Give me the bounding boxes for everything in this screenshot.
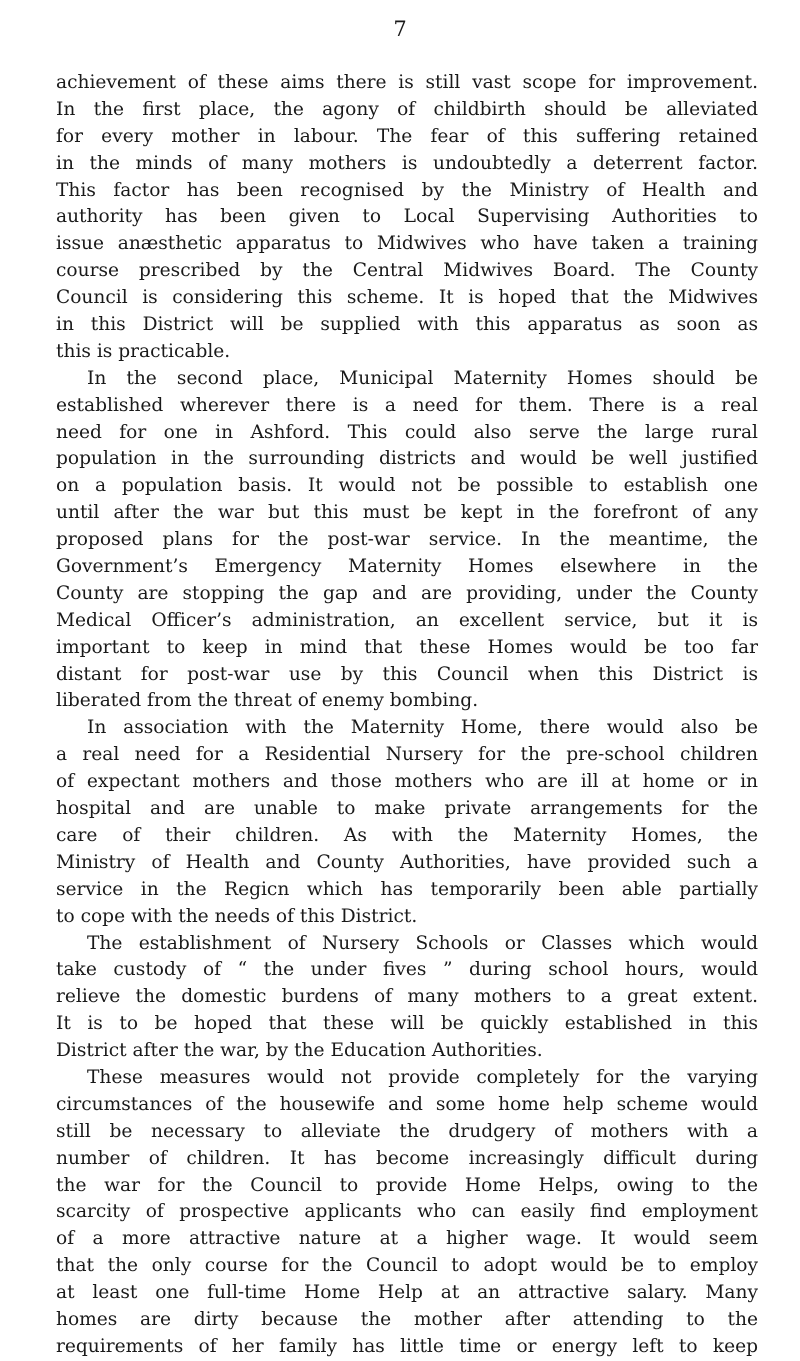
text-line: homes are dirty because the mother after attending to the [56, 1308, 758, 1330]
text-line: of expectant mothers and those mothers who are ill at home or in [56, 771, 758, 793]
paragraph [56, 1065, 758, 1361]
text-line: relieve the domestic burdens of many mothers to a great extent. [56, 986, 758, 1008]
paragraph [56, 70, 758, 366]
text-line: In association with the Maternity Home, there would also be [87, 717, 758, 739]
text-line: Ministry of Health and County Authorities, have provided such a [56, 851, 758, 873]
text-line: take custody of “ the under fives ” during school hours, would [56, 959, 758, 981]
text-line: hospital and are unable to make private arrangements for the [56, 798, 758, 820]
paragraph [56, 366, 758, 716]
body-text [56, 70, 758, 1361]
text-line: District after the war, by the Education Authorities. [56, 1040, 543, 1062]
text-line: in the minds of many mothers is undoubtedly a deterrent factor. [56, 152, 758, 174]
text-line: for every mother in labour. The fear of this suffering retained [56, 125, 758, 147]
page-number: 7 [393, 17, 407, 41]
text-line: It is to be hoped that these will be quickly established in this [56, 1013, 758, 1035]
text-line: at least one full-time Home Help at an attractive salary. Many [56, 1282, 758, 1304]
text-line: established wherever there is a need for them. There is a real [56, 394, 758, 416]
text-line: that the only course for the Council to adopt would be to employ [56, 1255, 758, 1277]
text-line: a real need for a Residential Nursery for the pre-school children [56, 744, 758, 766]
text-line: course prescribed by the Central Midwives Board. The County [56, 260, 758, 282]
text-line: authority has been given to Local Supervising Authorities to [56, 206, 758, 228]
text-line: These measures would not provide completely for the varying [87, 1066, 758, 1088]
paragraph [56, 931, 758, 1065]
text-line: on a population basis. It would not be possible to establish one [56, 475, 758, 497]
text-line: in this District will be supplied with this apparatus as soon as [56, 314, 758, 336]
text-line: The establishment of Nursery Schools or Classes which would [87, 932, 758, 954]
text-line: still be necessary to alleviate the drudgery of mothers with a [56, 1120, 758, 1142]
text-line: Government’s Emergency Maternity Homes elsewhere in the [56, 556, 758, 578]
text-line: of a more attractive nature at a higher wage. It would seem [56, 1228, 758, 1250]
text-line: liberated from the threat of enemy bombing. [56, 690, 479, 712]
text-line: In the second place, Municipal Maternity Homes should be [87, 367, 758, 389]
text-line: care of their children. As with the Maternity Homes, the [56, 824, 758, 846]
text-line: until after the war but this must be kept in the forefront of any [56, 502, 758, 524]
text-line: distant for post-war use by this Council when this District is [56, 663, 758, 685]
text-line: requirements of her family has little time or energy left to keep [56, 1335, 758, 1357]
text-line: This factor has been recognised by the Ministry of Health and [56, 179, 758, 201]
paragraph [56, 715, 758, 930]
text-line: Council is considering this scheme. It is hoped that the Midwives [56, 287, 758, 309]
text-line: need for one in Ashford. This could also serve the large rural [56, 421, 758, 443]
text-line: proposed plans for the post-war service. In the meantime, the [56, 529, 758, 551]
text-line: In the first place, the agony of childbirth should be alleviated [56, 98, 758, 120]
text-line: number of children. It has become increasingly difficult during [56, 1147, 758, 1169]
text-line: scarcity of prospective applicants who can easily find employment [56, 1201, 758, 1223]
text-line: this is practicable. [56, 340, 231, 362]
text-line: circumstances of the housewife and some home help scheme would [56, 1093, 758, 1115]
text-line: County are stopping the gap and are providing, under the County [56, 582, 758, 604]
text-line: important to keep in mind that these Homes would be too far [56, 636, 758, 658]
text-line: issue anæsthetic apparatus to Midwives who have taken a training [56, 233, 758, 255]
text-line: to cope with the needs of this District. [56, 905, 418, 927]
text-line: achievement of these aims there is still vast scope for improvement. [56, 72, 758, 93]
text-line: service in the Regicn which has temporarily been able partially [56, 878, 758, 900]
text-line: population in the surrounding districts and would be well justified [56, 448, 758, 470]
text-line: Medical Officer’s administration, an excellent service, but it is [56, 609, 758, 631]
text-line: the war for the Council to provide Home Helps, owing to the [56, 1174, 758, 1196]
